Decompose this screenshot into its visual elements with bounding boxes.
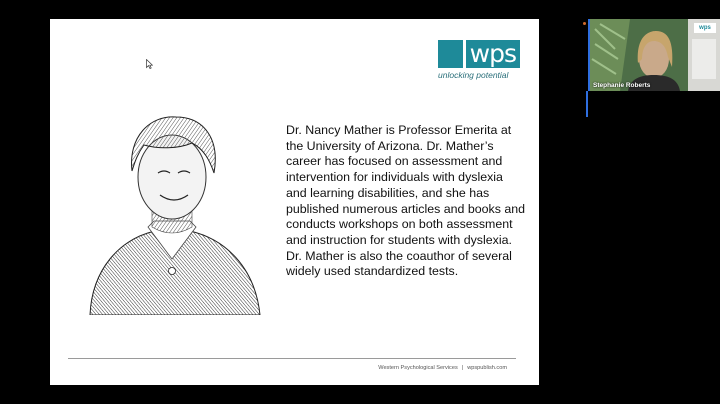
portrait-illustration	[80, 109, 265, 315]
footer-site: wpspublish.com	[467, 365, 507, 371]
active-speaker-bar	[586, 91, 588, 117]
participant-video-tile[interactable]	[588, 19, 720, 91]
bio-text: Dr. Nancy Mather is Professor Emerita at the University of Arizona. Dr. Mather’s career has focused on assessment and intervention for individuals with dyslexia and learning disabilities, and she has published numerous articles and books and conducts workshops on both assessment and instruction for students with dyslexia. Dr. Mather is also the coauthor of several widely used standardized tests.	[286, 123, 526, 279]
cursor-icon	[146, 59, 153, 69]
presentation-slide	[50, 19, 539, 385]
wps-logo	[438, 40, 520, 80]
participant-name: Stephanie Roberts	[593, 82, 651, 89]
footer-divider	[68, 358, 516, 359]
slide-footer	[378, 365, 507, 371]
participant-logo: wps	[694, 23, 716, 33]
logo-tagline: unlocking potential	[438, 70, 509, 80]
logo-wordmark: wps	[466, 40, 520, 68]
recording-dot	[583, 22, 586, 25]
footer-separator: |	[461, 365, 464, 371]
footer-org: Western Psychological Services	[378, 365, 458, 371]
logo-square	[438, 40, 463, 68]
